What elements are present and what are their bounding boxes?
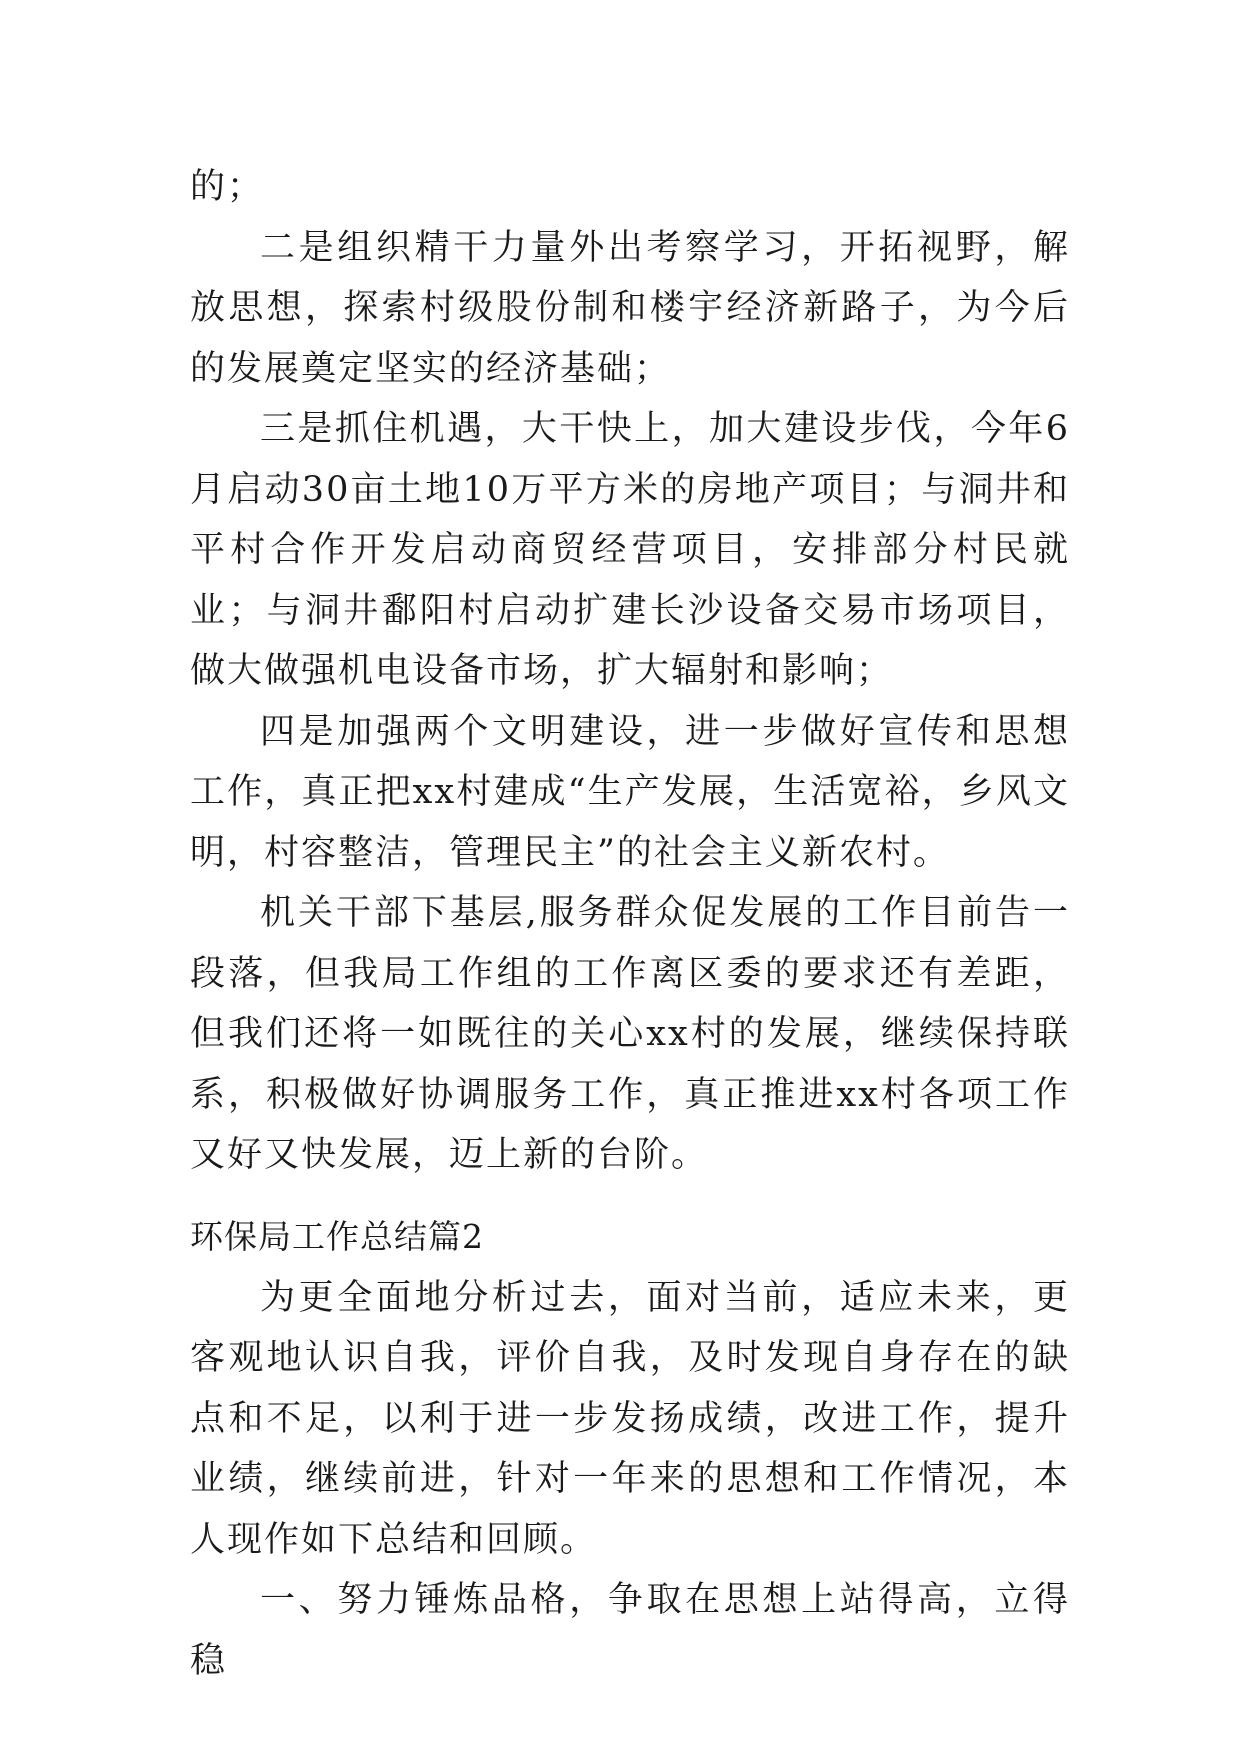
paragraph-point-two: 二是组织精干力量外出考察学习，开拓视野，解放思想，探索村级股份制和楼宇经济新路子，为今后的发展奠定坚实的经济基础； bbox=[190, 227, 1070, 389]
paragraph-conclusion: 机关干部下基层,服务群众促发展的工作目前告一段落，但我局工作组的工作离区委的要求还有差距，但我们还将一如既往的关心xx村的发展，继续保持联系，积极做好协调服务工作，真正推进xx村各项工作又好又快发展，迈上新的台阶。 bbox=[190, 893, 1070, 1175]
section-continued-text bbox=[190, 157, 1070, 1186]
section-heading: 环保局工作总结篇2 bbox=[190, 1217, 484, 1256]
paragraph-item-one: 一、努力锤炼品格，争取在思想上站得高，立得稳 bbox=[190, 1580, 1070, 1681]
section-summary-2 bbox=[190, 1207, 1070, 1691]
paragraph-continuation: 的； bbox=[190, 167, 265, 207]
paragraph-intro: 为更全面地分析过去，面对当前，适应未来，更客观地认识自我，评价自我，及时发现自身存在的缺点和不足，以利于进一步发扬成绩，改进工作，提升业绩，继续前进，针对一年来的思想和工作情况，本人现作如下总结和回顾。 bbox=[190, 1277, 1070, 1560]
paragraph-point-four: 四是加强两个文明建设，进一步做好宣传和思想工作，真正把xx村建成“生产发展，生活宽裕，乡风文明，村容整洁，管理民主”的社会主义新农村。 bbox=[190, 711, 1070, 873]
paragraph-point-three: 三是抓住机遇，大干快上，加大建设步伐，今年6月启动30亩土地10万平方米的房地产项目；与洞井和平村合作开发启动商贸经营项目，安排部分村民就业；与洞井鄱阳村启动扩建长沙设备交易市场项目，做大做强机电设备市场，扩大辐射和影响； bbox=[190, 409, 1070, 691]
